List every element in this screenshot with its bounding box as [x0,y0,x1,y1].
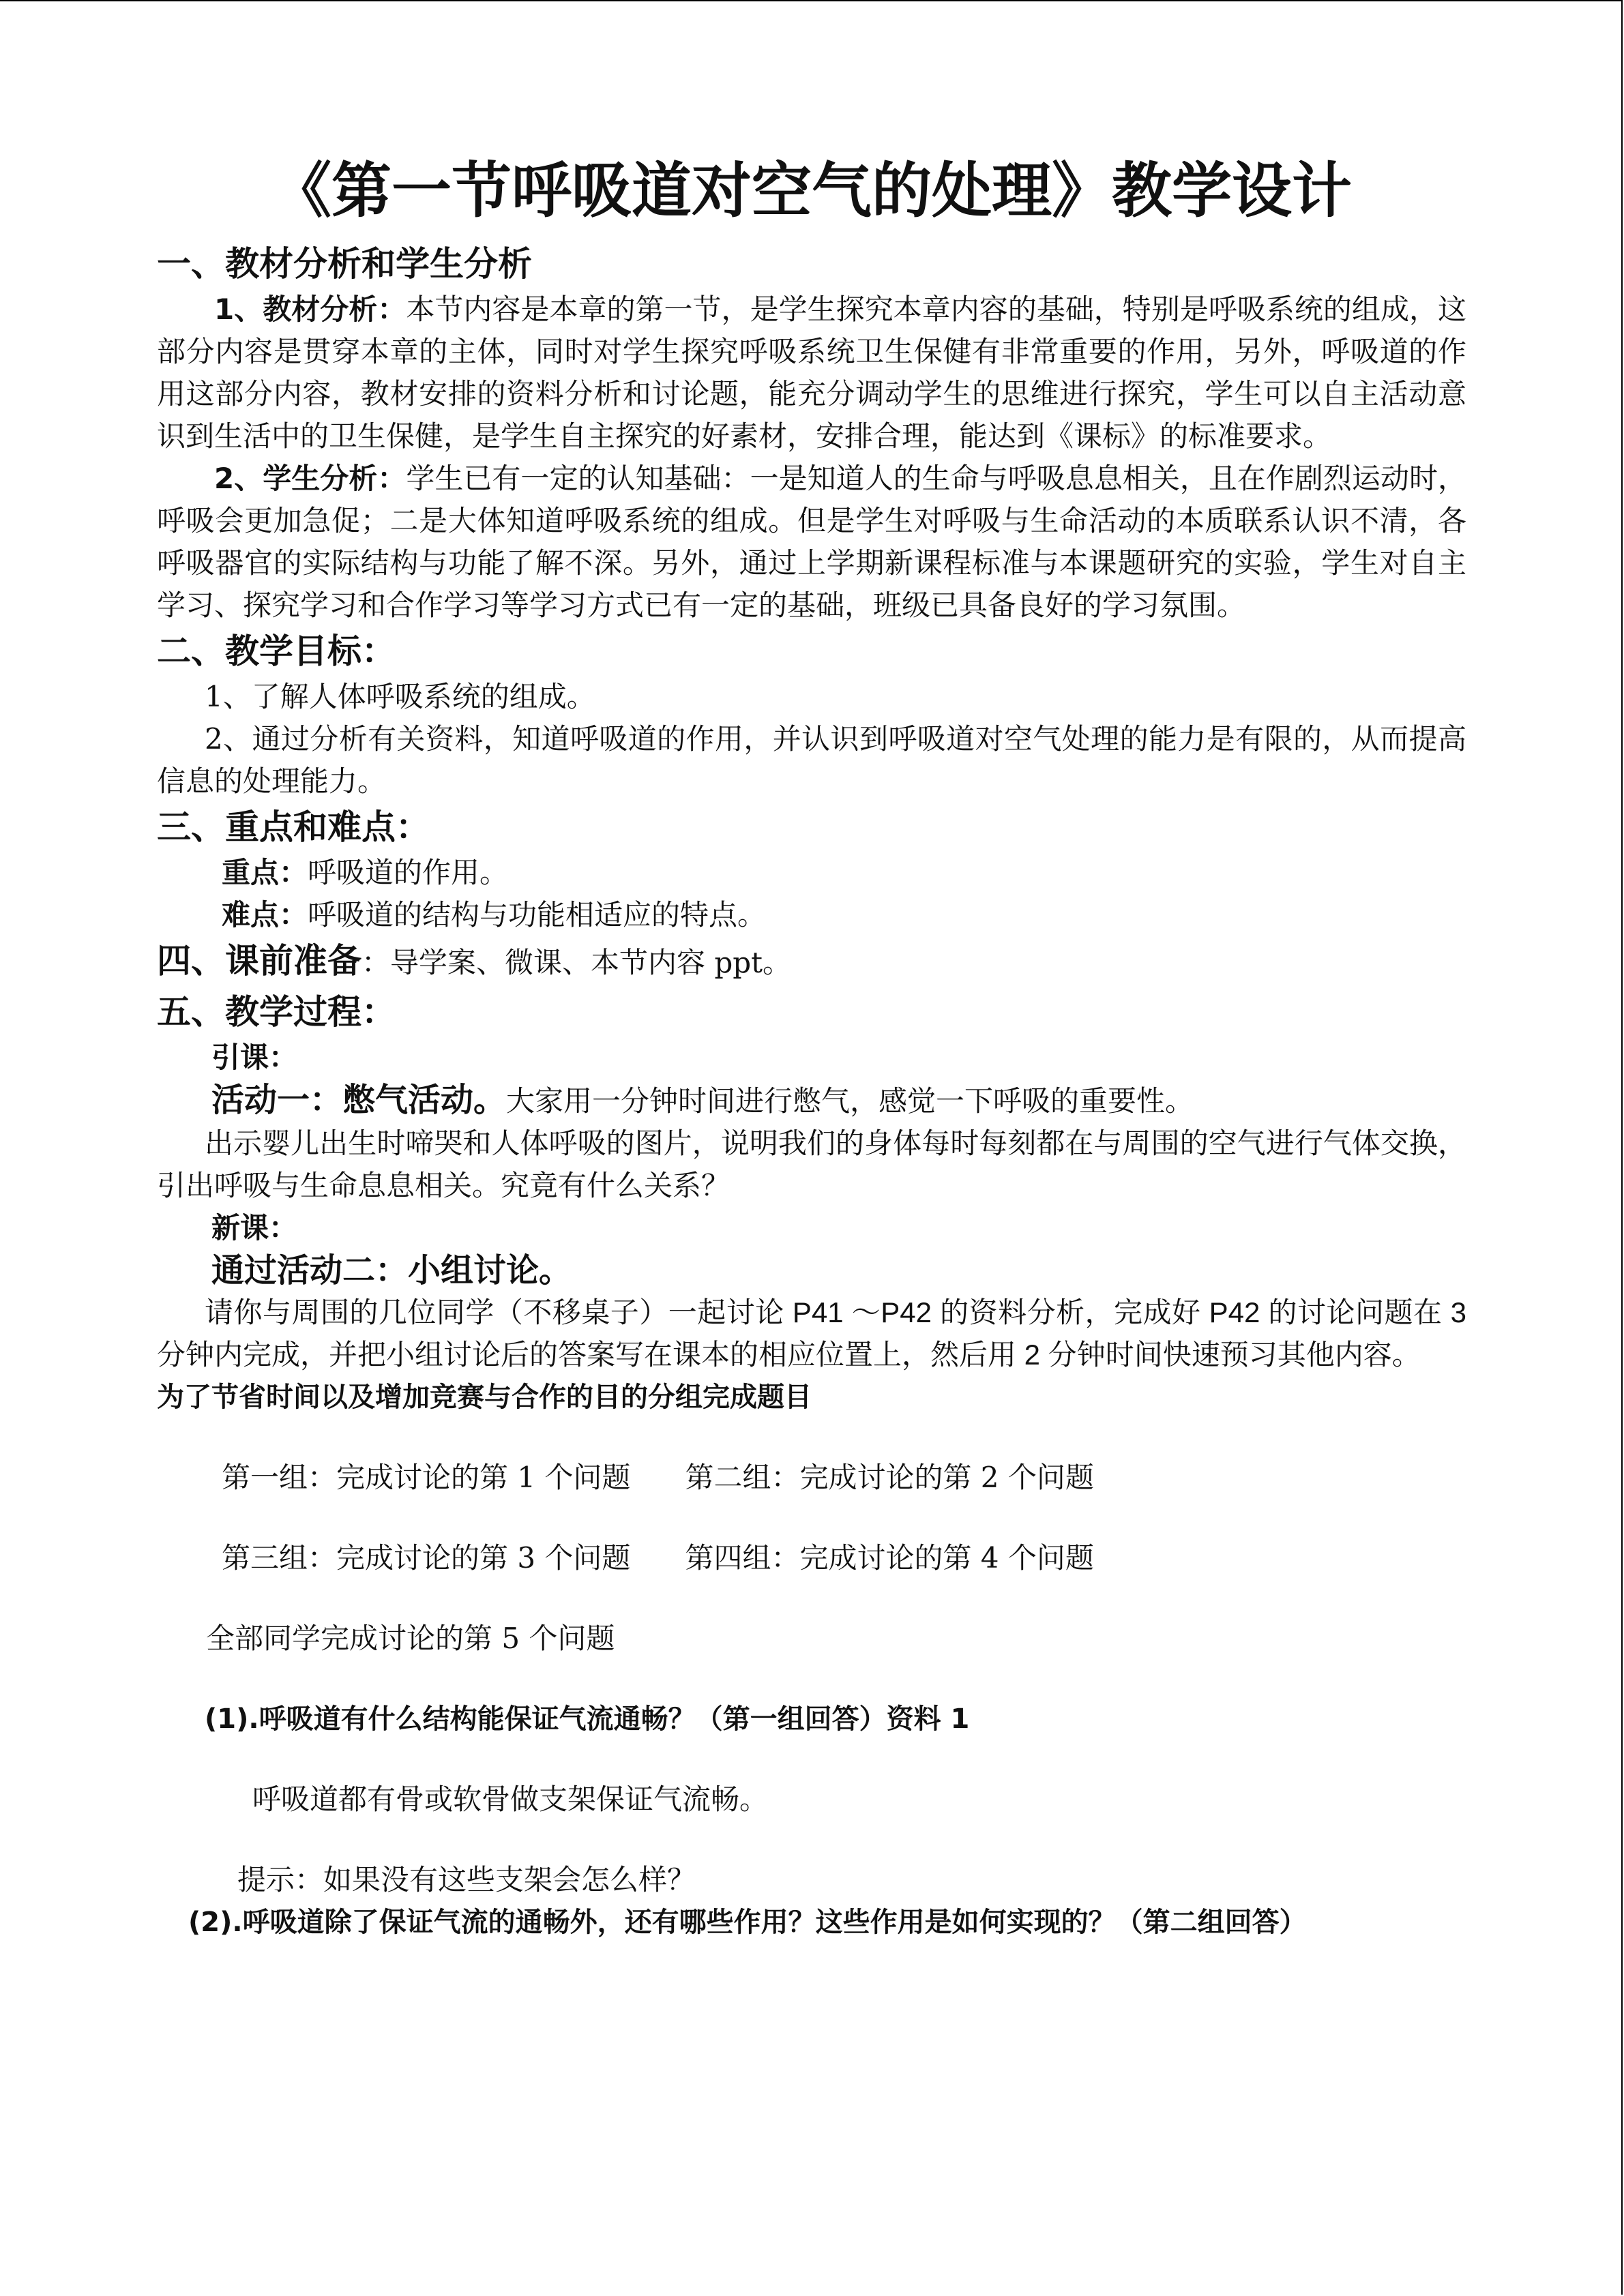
goal-item-1: 1、了解人体呼吸系统的组成。 [205,680,595,713]
activity-one-line [157,1079,1466,1122]
document-title: 《第一节呼吸道对空气的处理》教学设计 [271,155,1352,226]
student-analysis-label: 2、学生分析： [214,462,407,495]
spacer [157,1740,1466,1778]
group-1-task: 第一组：完成讨论的第 1 个问题 [222,1461,631,1494]
spacer [157,1821,1466,1859]
key-point-line [157,852,1466,894]
question-2: (2).呼吸道除了保证气流的通畅外，还有哪些作用？这些作用是如何实现的？（第二组回答） [188,1907,1307,1938]
key-point-label: 重点： [222,856,308,889]
textbook-analysis-text: 本节内容是本章的第一节，是学生探究本章内容的基础，特别是呼吸系统的组成，这部分内容是贯穿本章的主体，同时对学生探究呼吸系统卫生保健有非常重要的作用，另外，呼吸道的作用这部分内容，教材安排的资料分析和讨论题，能充分调动学生的思维进行探究，学生可以自主活动意识到生活中的卫生保健，是学生自主探究的好素材，安排合理，能达到《课标》的标准要求。 [157,293,1466,453]
group-3-task: 第三组：完成讨论的第 3 个问题 [222,1541,631,1575]
group-2-task: 第二组：完成讨论的第 2 个问题 [685,1461,1094,1494]
activity-one-text: 大家用一分钟时间进行憋气，感觉一下呼吸的重要性。 [506,1084,1194,1118]
student-analysis-paragraph [157,458,1466,627]
key-point-text: 呼吸道的作用。 [308,856,509,889]
difficulty-label: 难点： [222,898,308,931]
hint-line: 提示：如果没有这些支架会怎么样？ [237,1864,696,1896]
discussion-paragraph: 请你与周围的几位同学（不移桌子）一起讨论 P41 ～P42 的资料分析，完成好 P42 的讨论问题在 3 分钟内完成，并把小组讨论后的答案写在课本的相应位置上，然后用 2 分钟时间快速预习其他内容。 [157,1296,1466,1371]
student-analysis-text: 学生已有一定的认知基础：一是知道人的生命与呼吸息息相关，且在作剧烈运动时，呼吸会更加急促；二是大体知道呼吸系统的组成。但是学生对呼吸与生命活动的本质联系认识不清，各呼吸器官的实际结构与功能了解不深。另外，通过上学期新课程标准与本课题研究的实验，学生对自主学习、探究学习和合作学习等学习方式已有一定的基础，班级已具备良好的学习氛围。 [157,462,1466,622]
textbook-analysis-label: 1、教材分析： [214,293,407,326]
group-row-1 [157,1457,1466,1499]
question-1: (1).呼吸道有什么结构能保证气流通畅？（第一组回答）资料 1 [205,1703,970,1735]
difficulty-line [157,894,1466,936]
show-picture-paragraph: 出示婴儿出生时啼哭和人体呼吸的图片，说明我们的身体每时每刻都在与周围的空气进行气体交换，引出呼吸与生命息息相关。究竟有什么关系？ [157,1127,1466,1202]
document-body [157,147,1466,1943]
spacer [157,1418,1466,1457]
all-students-task: 全部同学完成讨论的第 5 个问题 [206,1622,615,1655]
difficulty-text: 呼吸道的结构与功能相适应的特点。 [308,898,767,931]
activity-two-label: 通过活动二：小组讨论。 [211,1251,572,1289]
save-time-line: 为了节省时间以及增加竞赛与合作的目的分组完成题目 [157,1382,812,1413]
section-prep [157,936,1466,987]
spacer [157,1579,1466,1617]
textbook-analysis-paragraph [157,288,1466,458]
spacer [157,1660,1466,1698]
section-heading-prep: 四、课前准备 [157,941,361,981]
group-4-task: 第四组：完成讨论的第 4 个问题 [685,1541,1094,1575]
section-heading-analysis: 一、教材分析和学生分析 [157,244,532,284]
section-heading-goals: 二、教学目标： [157,631,396,671]
section-heading-key-points: 三、重点和难点： [157,807,430,847]
new-lesson-label: 新课： [211,1211,298,1244]
goal-item-2: 2、通过分析有关资料，知道呼吸道的作用，并认识到呼吸道对空气处理的能力是有限的，从而提高信息的处理能力。 [157,722,1466,798]
prep-text: ：导学案、微课、本节内容 ppt。 [361,946,792,979]
group-row-2 [157,1537,1466,1579]
intro-label: 引课： [211,1041,298,1074]
spacer [157,1499,1466,1537]
answer-1: 呼吸道都有骨或软骨做支架保证气流畅。 [252,1783,769,1816]
section-heading-process: 五、教学过程： [157,992,396,1032]
activity-one-label: 活动一：憋气活动。 [211,1081,507,1119]
